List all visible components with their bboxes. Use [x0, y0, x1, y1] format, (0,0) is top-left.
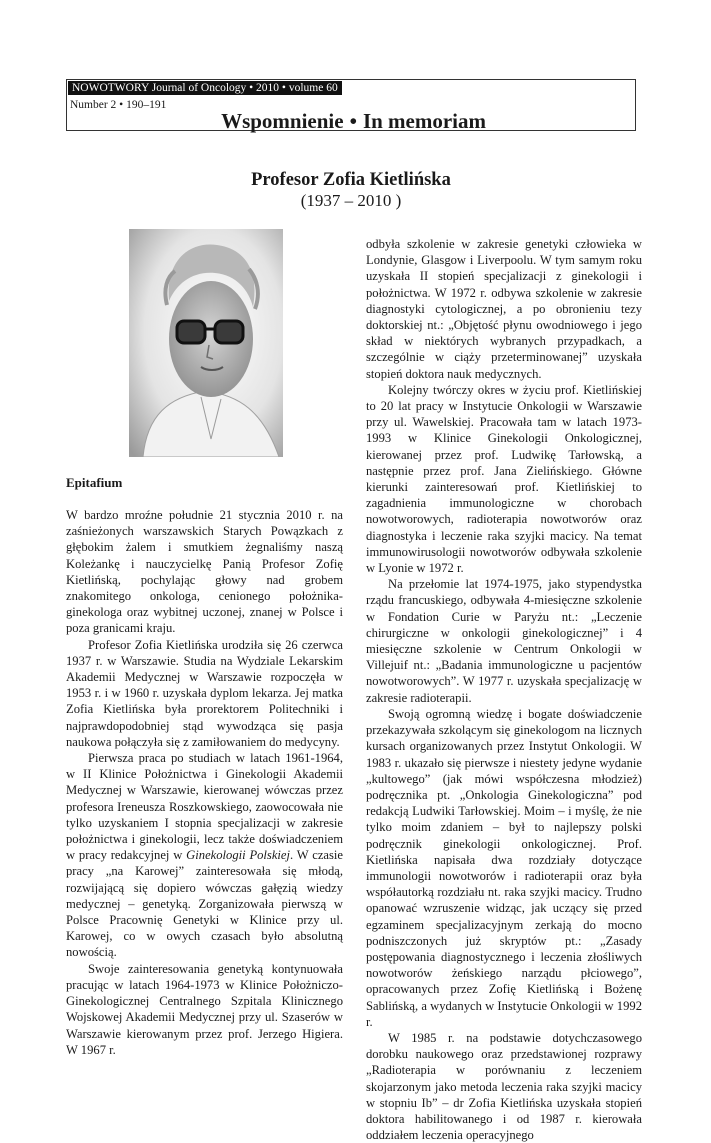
paragraph: Swoją ogromną wiedzę i bogate doświadczenie przekazywała szkolącym się ginekologom na licznych kursach organizowanych przez Instytut Onkologii. W 1983 r. ukazało się pierwsze i niestety jedyne wydanie „kultowego” (jak mówi współczesna młodzież) podręcznika pt. „Onkologia Ginekologiczna” pod redakcją Ludwiki Tarłowskiej. Moim – i myślę, że nie tylko moim zdaniem – był to najlepszy polski podręcznik ginekologii onkologicznej. Prof. Kietlińska napisała dwa rozdziały dotyczące immunologii nowotworów i radioterapii oraz była współautorką rozdziału nt. raka szyjki macicy. Trudno opanować wzruszenie widząc, jak uczący się przed egzaminem specjalizacyjnym zerkają do mocno podniszczonych już skryptów pt.: „Zasady postępowania diagnostycznego i leczenia złośliwych nowotworów żeńskiego narządu płciowego”, opracowanych przez Zofię Kietlińską i Bożenę Sablińską, a wydanych w Instytucie Onkologii w 1992 r.: [366, 706, 642, 1029]
section-title-en: In memoriam: [362, 109, 486, 133]
section-title: [66, 108, 636, 134]
paragraph: [66, 750, 343, 961]
epitaph-heading: Epitafium: [66, 475, 123, 490]
right-column: [366, 236, 642, 1143]
paragraph: Swoje zainteresowania genetyką kontynuowała pracując w latach 1964-1973 w Klinice Położniczo-Ginekologicznej Centralnego Szpitala Klinicznego Wojskowej Akademii Medycznej przy ul. Szaserów w Warszawie kierowanym przez prof. Jerzego Higiera. W 1967 r.: [66, 961, 343, 1057]
section-bullet: •: [349, 109, 357, 133]
journal-name: Ginekologii Polskiej: [186, 848, 291, 863]
paragraph: odbyła szkolenie w zakresie genetyki człowieka w Londynie, Glasgow i Liverpoolu. W tym samym roku uzyskała II stopień specjalizacji z ginekologii i położnictwa. W 1972 r. odbywa szkolenie w zakresie diagnostyki cytologicznej, a po obronieniu tezy doktorskiej nt.: „Objętość płynu owodniowego i jego skład w niektórych wybranych przypadkach, a szczególnie w ciąży przeterminowanej” uzyskała stopień doktora nauk medycznych.: [366, 237, 642, 381]
paragraph-text: . W czasie pracy „na Karowej” zainteresowała się młodą, rozwijającą się dopiero wówczas gałęzią wiedzy medycznej – genetyką. Zorganizowała pierwszą w Polsce Pracownię Genetyki w Klinice przy ul. Karowej, co w owych czasach było absolutną nowością.: [66, 848, 343, 960]
issue-info: Number 2 • 190–191: [70, 99, 167, 111]
section-title-pl: Wspomnienie: [221, 109, 344, 133]
article-title: Profesor Zofia Kietlińska: [251, 170, 451, 190]
paragraph: W bardzo mroźne południe 21 stycznia 2010 r. na zaśnieżonych warszawskich Starych Powązkach z głębokim żalem i smutkiem żegnaliśmy naszą Koleżankę i nauczycielkę Panią Profesor Zofię Kietlińską, pochylając głowy nad grobem znakomitego onkologa, cenionego położnika-ginekologa oraz wybitnej uczonej, znanej w Polsce i poza granicami kraju.: [66, 508, 343, 636]
journal-banner: NOWOTWORY Journal of Oncology • 2010 • volume 60: [68, 81, 342, 95]
paragraph: W 1985 r. na podstawie dotychczasowego dorobku naukowego oraz przedstawionej rozprawy „Radioterapia w porównaniu z leczeniem skojarzonym jako metoda leczenia raka szyjki macicy w stopniu Ib” – dr Zofia Kietlińska uzyskała stopień doktora habilitowanego i od 1987 r. kierowała oddziałem leczenia operacyjnego: [366, 1030, 642, 1143]
portrait-photo: [129, 229, 283, 457]
paragraph-text: Pierwsza praca po studiach w latach 1961-1964, w II Klinice Położnictwa i Ginekologii Akademii Medycznej w Warszawie, kierowanej wówczas przez profesora Ireneusza Roszkowskiego, zaowocowała nie tylko uzyskaniem I stopnia specjalizacji w zakresie położnictwa i ginekologii, lecz także doświadczeniem w pracy redakcyjnej w: [66, 751, 343, 863]
paragraph: Kolejny twórczy okres w życiu prof. Kietlińskiej to 20 lat pracy w Instytucie Onkologii w Warszawie przy ul. Wawelskiej. Pracowała tam w latach 1973-1993 w Klinice Ginekologii Onkologicznej, kierowanej przez prof. Ludwikę Tarłowską, a następnie przez prof. Jana Zielińskiego. Główne kierunki zainteresowań prof. Kietlińskiej to zagadnienia immunologiczne w chorobach nowotworowych, radioterapia nowotworów oraz diagnostyka i leczenie raka szyjki macicy. Na temat immunowirusologii nowotworów odbywała szkolenie w Lyonie w 1972 r.: [366, 382, 642, 576]
left-column: [66, 507, 343, 1058]
paragraph: Profesor Zofia Kietlińska urodziła się 26 czerwca 1937 r. w Warszawie. Studia na Wydziale Lekarskim Akademii Medycznej w Warszawie rozpoczęła w 1953 r. i w 1960 r. uzyskała dyplom lekarza. Jej matka Zofia Kietlińska była prorektorem Politechniki i najprawdopodobniej stąd wywodząca się pasja naukowa połączyła się z zamiłowaniem do medycyny.: [66, 637, 343, 749]
paragraph: Na przełomie lat 1974-1975, jako stypendystka rządu francuskiego, odbywała 4-miesięczne szkolenie w Fondation Curie w Paryżu nt.: „Leczenie chirurgiczne w onkologii ginekologicznej” i 4 miesięczne szkolenie w Centrum Onkologii w Villejuif nt.: „Badania immunologiczne u pacjentów nowotworowych”. W 1977 r. uzyskała specjalizację w zakresie radioterapii.: [366, 577, 642, 705]
life-dates: (1937 – 2010 ): [300, 191, 402, 210]
